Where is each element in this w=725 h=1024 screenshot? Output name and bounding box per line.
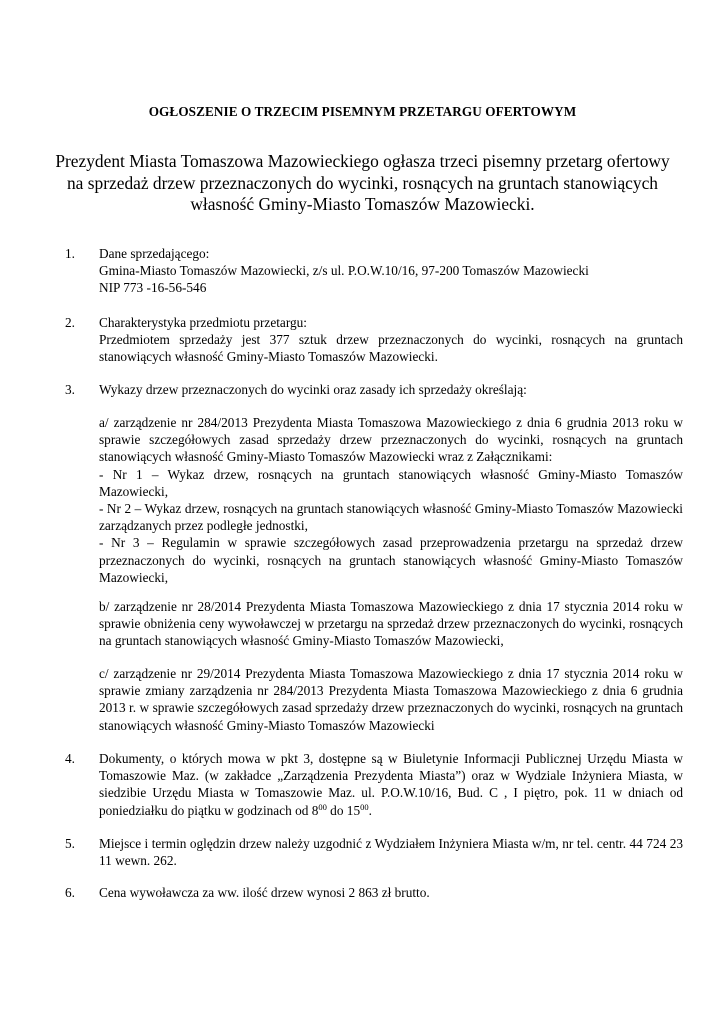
section-number: 2. bbox=[65, 315, 75, 330]
section-heading: Charakterystyka przedmiotu przetargu: bbox=[99, 315, 307, 330]
section-number: 4. bbox=[65, 751, 75, 766]
section-text: Cena wywoławcza za ww. ilość drzew wynosi 2 863 zł brutto. bbox=[99, 885, 430, 900]
list-item: - Nr 2 – Wykaz drzew, rosnących na gruntach stanowiących własność Gminy-Miasto Tomaszów Mazowiecki zarządzanych przez podległe jednostki, bbox=[99, 501, 683, 534]
section-line: Gmina-Miasto Tomaszów Mazowiecki, z/s ul. P.O.W.10/16, 97-200 Tomaszów Mazowiecki bbox=[99, 263, 589, 279]
paragraph-a-text: a/ zarządzenie nr 284/2013 Prezydenta Miasta Tomaszowa Mazowieckiego z dnia 6 grudnia 2013 roku w sprawie szczegółowych zasad sprzedaży drzew przeznaczonych do wycinki, rosnących na gruntach stanowiących własność Gminy-Miasto Tomaszów Mazowiecki wraz z Załącznikami: bbox=[99, 415, 683, 465]
paragraph-b-text: b/ zarządzenie nr 28/2014 Prezydenta Miasta Tomaszowa Mazowieckiego z dnia 17 stycznia 2014 roku w sprawie obniżenia ceny wywoławczej w przetargu na sprzedaż drzew przeznaczonych do wycinki, rosnących na gruntach stanowiących własność Gminy-Miasto Tomaszów Mazowiecki, bbox=[99, 599, 683, 649]
section-number: 5. bbox=[65, 836, 75, 851]
paragraph-a bbox=[99, 414, 683, 586]
section-text bbox=[99, 750, 683, 819]
section-number: 6. bbox=[65, 885, 75, 900]
paragraph-b bbox=[99, 598, 683, 650]
time-to-superscript: 00 bbox=[360, 801, 369, 812]
section-heading: Wykazy drzew przeznaczonych do wycinki oraz zasady ich sprzedaży określają: bbox=[99, 382, 527, 397]
document-title: OGŁOSZENIE O TRZECIM PISEMNYM PRZETARGU OFERTOWYM bbox=[148, 104, 577, 119]
section-number: 1. bbox=[65, 246, 75, 261]
paragraph-c bbox=[99, 665, 683, 734]
section-text-part: do 15 bbox=[326, 802, 361, 818]
section-text-part: Dokumenty, o których mowa w pkt 3, dostępne są w Biuletynie Informacji Publicznej Urzędu Miasta w Tomaszowie Maz. (w zakładce „Zarządzenia Prezydenta Miasta”) oraz w Wydziale Inżyniera Miasta, w siedzibie Urzędu Miasta w Tomaszowie Maz. ul. P.O.W.10/16, Bud. C , I piętro, pok. 11 w dniach od poniedziałku do piątku w godzinach od 8 bbox=[99, 751, 683, 818]
time-from-superscript: 00 bbox=[318, 801, 327, 812]
section-line: Dane sprzedającego: bbox=[99, 246, 210, 261]
list-item: - Nr 3 – Regulamin w sprawie szczegółowych zasad przeprowadzenia przetargu na sprzedaż drzew przeznaczonych do wycinki, rosnących na gruntach stanowiących własność Gminy-Miasto Tomaszów Mazowiecki, bbox=[99, 535, 683, 585]
section-line: NIP 773 -16-56-546 bbox=[99, 280, 207, 296]
list-item: - Nr 1 – Wykaz drzew, rosnących na gruntach stanowiących własność Gminy-Miasto Tomaszów Mazowiecki, bbox=[99, 466, 683, 499]
intro-paragraph: Prezydent Miasta Tomaszowa Mazowieckiego ogłasza trzeci pisemny przetarg ofertowy na sprzedaż drzew przeznaczonych do wycinki, rosnących na gruntach stanowiących własność Gminy-Miasto Tomaszów Mazowiecki. bbox=[55, 151, 670, 214]
paragraph-c-text: c/ zarządzenie nr 29/2014 Prezydenta Miasta Tomaszowa Mazowieckiego z dnia 17 stycznia 2014 roku w sprawie zmiany zarządzenia nr 284/2013 Prezydenta Miasta Tomaszowa Mazowieckiego z dnia 6 grudnia 2013 r. w sprawie szczegółowych zasad sprzedaży drzew przeznaczonych do wycinki, rosnących na gruntach stanowiących własność Gminy-Miasto Tomaszów Mazowiecki bbox=[99, 666, 683, 733]
section-text: Przedmiotem sprzedaży jest 377 sztuk drzew przeznaczonych do wycinki, rosnących na gruntach stanowiących własność Gminy-Miasto Tomaszów Mazowiecki. bbox=[99, 332, 683, 365]
section-number: 3. bbox=[65, 382, 75, 397]
section-text: Miejsce i termin oględzin drzew należy uzgodnić z Wydziałem Inżyniera Miasta w/m, nr tel. centr. 44 724 23 11 wewn. 262. bbox=[99, 836, 683, 869]
section-text-part: . bbox=[368, 802, 372, 818]
